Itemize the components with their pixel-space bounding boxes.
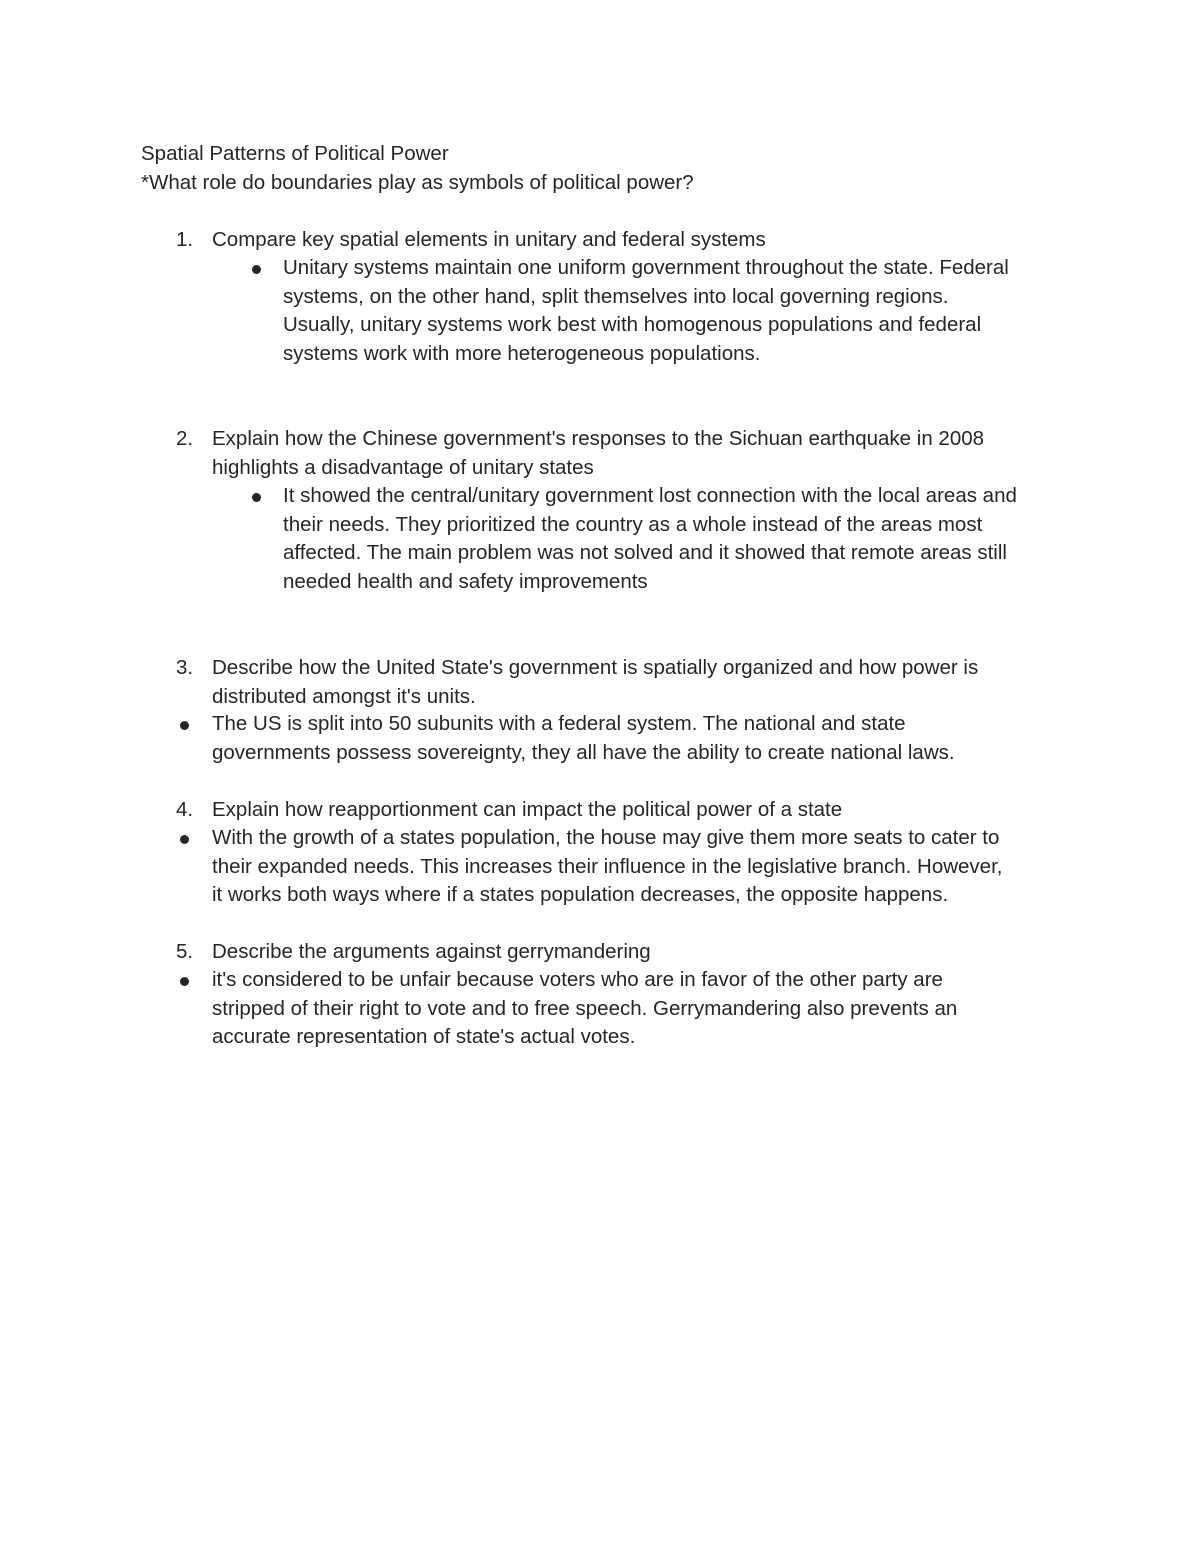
answer-text: It showed the central/unitary government lost connection with the local areas and their needs. They prioritized the country as a whole instead of the areas most affected. The main problem was not solved and it showed that remote areas still needed health and safety improvements <box>283 484 1017 594</box>
question-number: 1. <box>176 228 194 251</box>
question-prompt: Explain how the Chinese government's responses to the Sichuan earthquake in 2008 highlights a disadvantage of unitary states <box>212 427 985 479</box>
bullet-icon <box>252 493 261 502</box>
question-prompt: Explain how reapportionment can impact the political power of a state <box>212 798 843 821</box>
question-number: 3. <box>176 656 194 679</box>
bullet-icon <box>180 977 189 986</box>
document-title: Spatial Patterns of Political Power <box>141 142 449 165</box>
bullet-icon <box>180 835 189 844</box>
question-number: 4. <box>176 798 194 821</box>
question-number: 5. <box>176 940 194 963</box>
document-subtitle: *What role do boundaries play as symbols of political power? <box>141 171 694 194</box>
bullet-icon <box>252 265 261 274</box>
question-prompt: Compare key spatial elements in unitary and federal systems <box>212 228 766 251</box>
answer-text: it's considered to be unfair because voters who are in favor of the other party are stripped of their right to vote and to free speech. Gerrymandering also prevents an accurate representation of state's actual votes. <box>212 968 958 1049</box>
answer-text: Unitary systems maintain one uniform government throughout the state. Federal systems, on the other hand, split themselves into local governing regions. Usually, unitary systems work best with homogenous populations and federal systems work with more heterogeneous populations. <box>283 256 1009 366</box>
question-number: 2. <box>176 427 194 450</box>
answer-text: With the growth of a states population, the house may give them more seats to cater to their expanded needs. This increases their influence in the legislative branch. However, it works both ways where if a states population decreases, the opposite happens. <box>212 826 1003 907</box>
answer-text: The US is split into 50 subunits with a federal system. The national and state governments possess sovereignty, they all have the ability to create national laws. <box>212 712 955 764</box>
bullet-icon <box>180 721 189 730</box>
question-prompt: Describe the arguments against gerrymandering <box>212 940 651 963</box>
question-prompt: Describe how the United State's government is spatially organized and how power is distributed amongst it's units. <box>212 656 979 708</box>
